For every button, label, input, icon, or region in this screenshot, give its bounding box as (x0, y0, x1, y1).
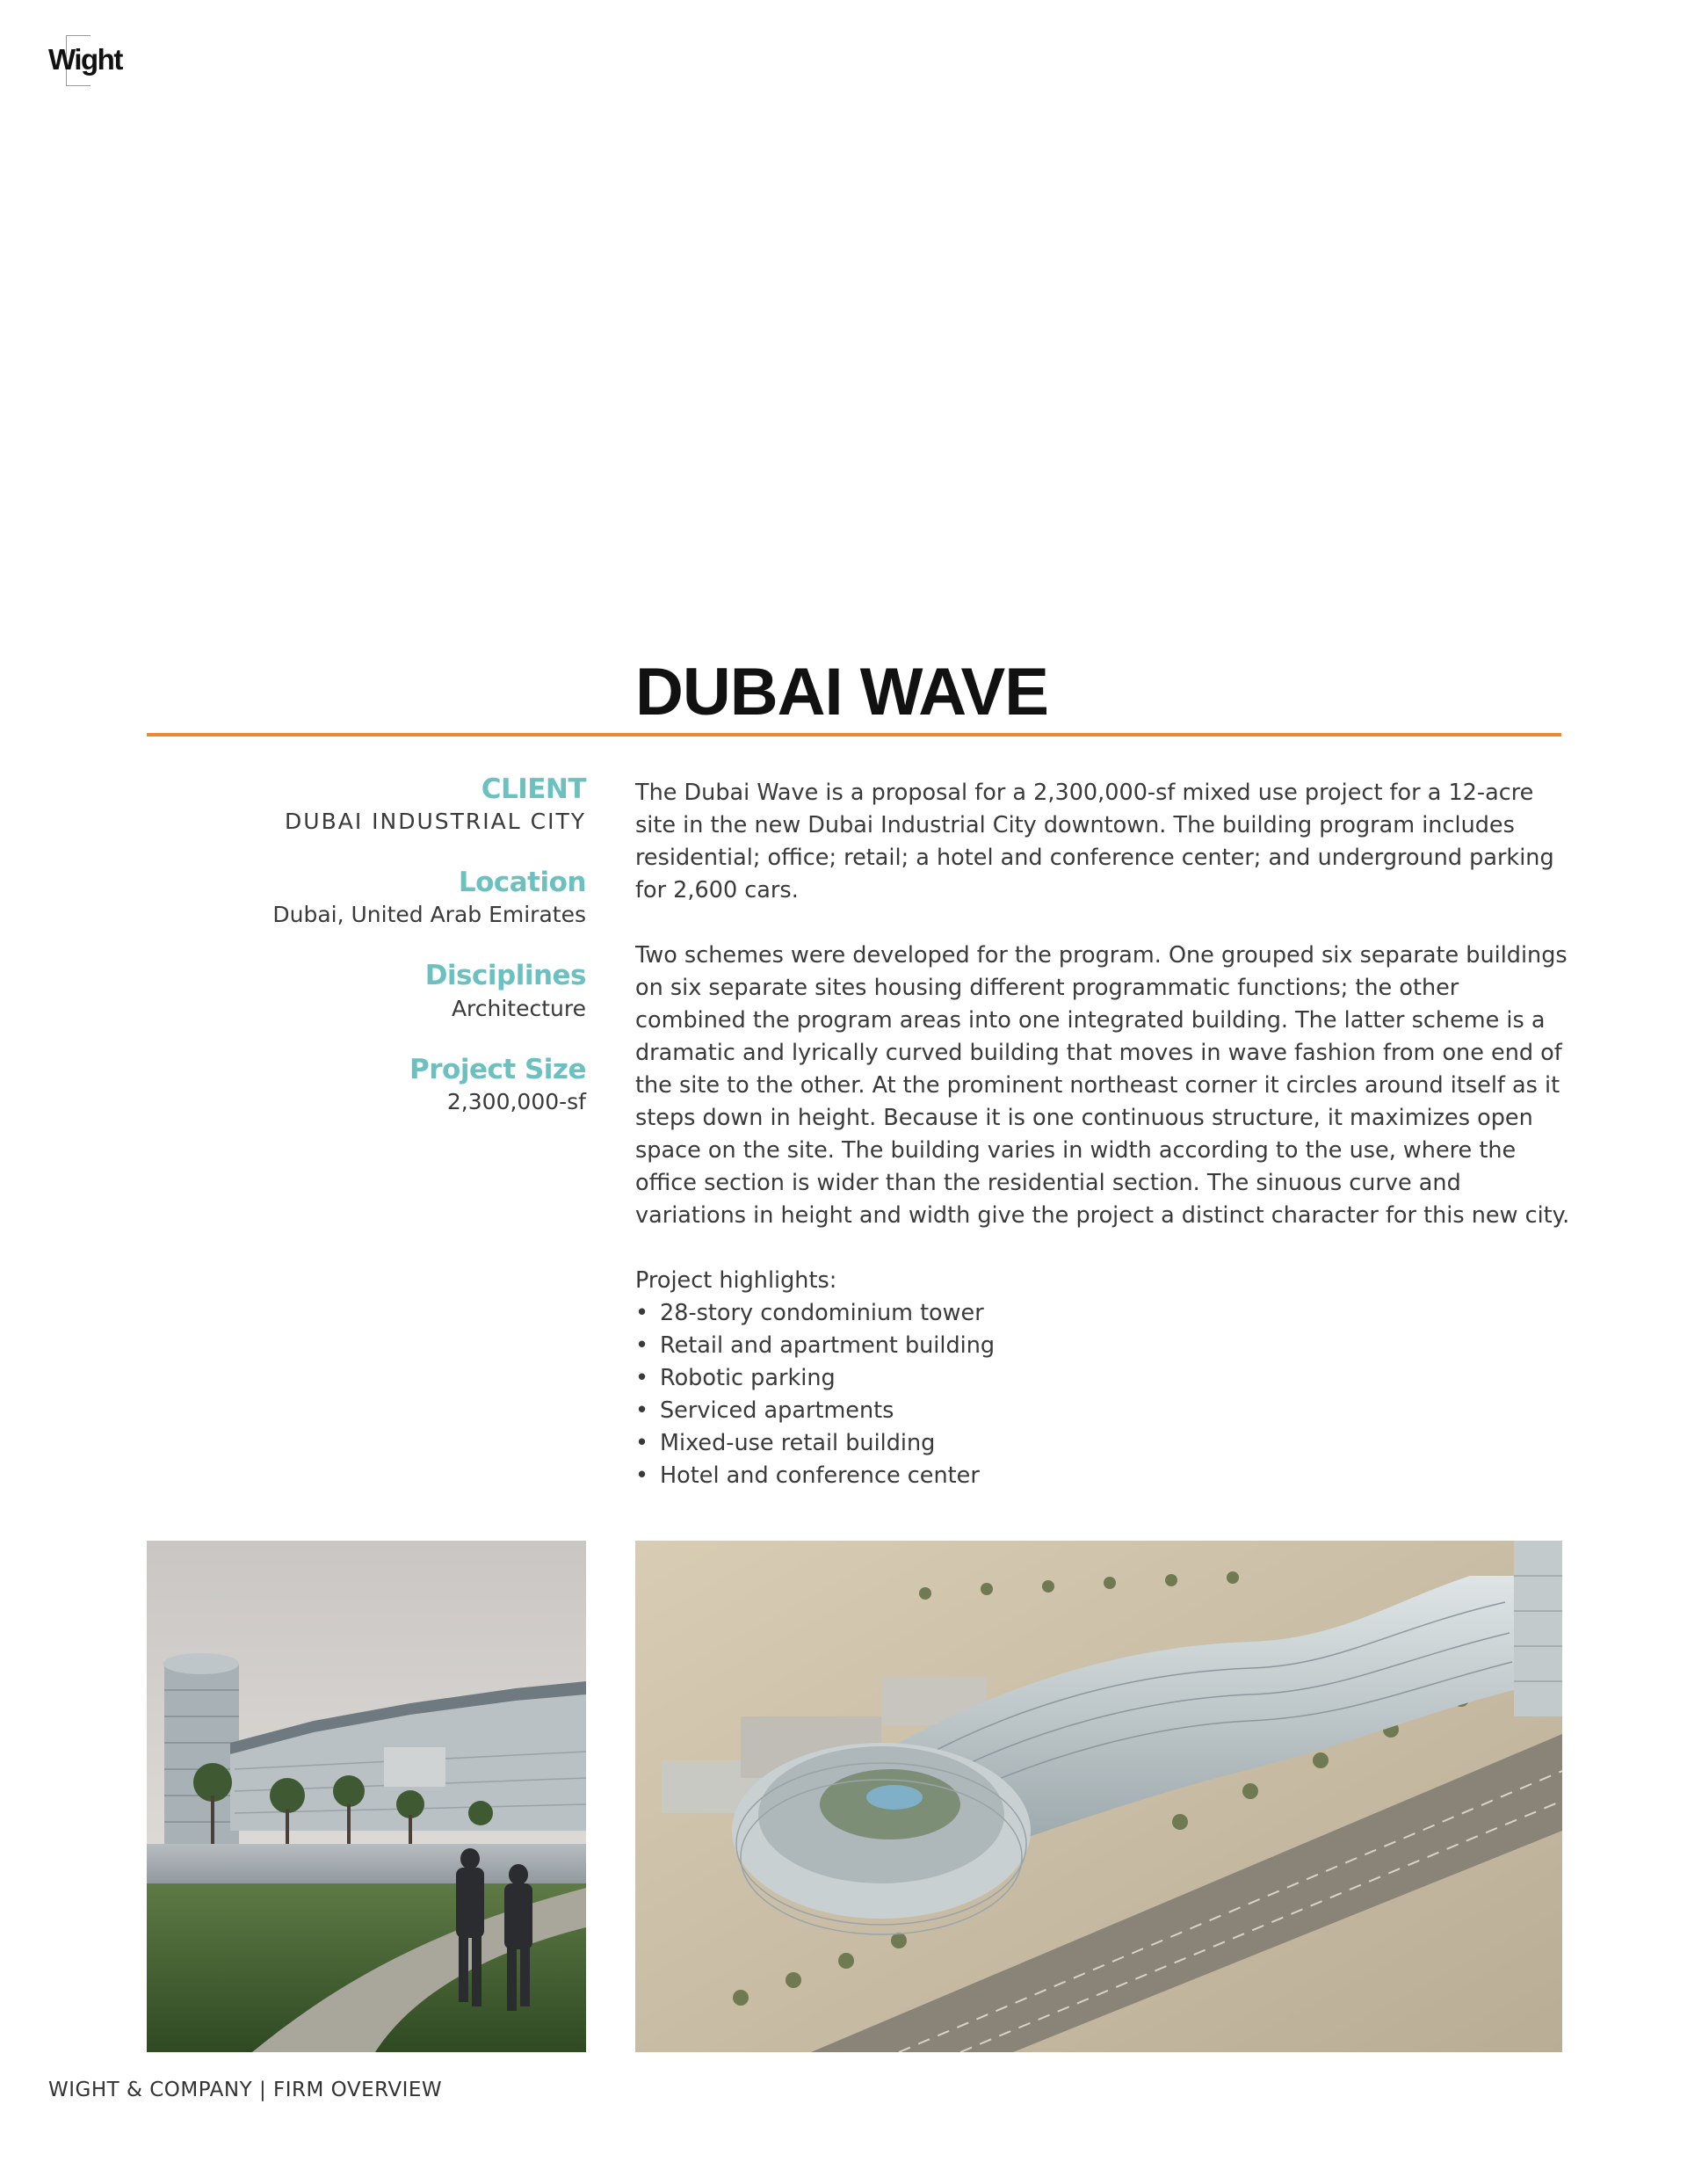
description-paragraph: Two schemes were developed for the program. One grouped six separate buildings on six separate sites housing different programmatic functions; the other combined the program areas into one integrated building. The latter scheme is a dramatic and lyrically curved building that moves in wave fashion from one end of the site to the other. At the prominent northeast corner it circles around itself as it steps down in height. Because it is one continuous structure, it maximizes open space on the site. The building varies in width according to the use, where the office section is wider than the residential section. The sinuous curve and variations in height and width give the project a distinct character for this new city. (635, 942, 1570, 1229)
aerial-rendering (635, 1541, 1562, 2052)
list-item: • Serviced apartments (635, 1395, 1571, 1427)
aerial-rendering-image (635, 1541, 1562, 2052)
project-facts (147, 773, 586, 1147)
fact-client (147, 773, 586, 837)
fact-disciplines (147, 960, 586, 1023)
fact-location (147, 867, 586, 930)
fact-value: Architecture (451, 995, 586, 1021)
description-paragraph: The Dubai Wave is a proposal for a 2,300,000-sf mixed use project for a 12-acre site in the new Dubai Industrial City downtown. The building program includes residential; office; retail; a hotel and conference center; and underground parking for 2,600 cars. (635, 780, 1554, 903)
street-rendering-image (147, 1541, 586, 2052)
project-description (635, 777, 1571, 1492)
fact-label: Location (458, 867, 586, 899)
list-item: • Hotel and conference center (635, 1460, 1571, 1492)
fact-value: Dubai, United Arab Emirates (272, 902, 586, 928)
highlights-list (635, 1297, 1571, 1492)
list-item: • Robotic parking (635, 1362, 1571, 1395)
title-divider (147, 733, 1561, 736)
fact-label: Disciplines (424, 960, 586, 992)
list-item: • Retail and apartment building (635, 1330, 1571, 1362)
wight-logo (48, 35, 136, 88)
highlights-heading: Project highlights: (635, 1267, 837, 1294)
list-item: • 28-story condominium tower (635, 1297, 1571, 1330)
fact-project-size (147, 1054, 586, 1117)
street-level-rendering (147, 1541, 586, 2052)
page-title: DUBAI WAVE (635, 655, 1048, 729)
logo-text: Wight (48, 43, 122, 76)
page-footer: WIGHT & COMPANY | FIRM OVERVIEW (48, 2079, 443, 2101)
fact-value: DUBAI INDUSTRIAL CITY (285, 809, 586, 835)
fact-label: CLIENT (481, 773, 586, 805)
list-item: • Mixed-use retail building (635, 1427, 1571, 1460)
fact-value: 2,300,000-sf (446, 1088, 586, 1114)
fact-label: Project Size (409, 1053, 586, 1085)
